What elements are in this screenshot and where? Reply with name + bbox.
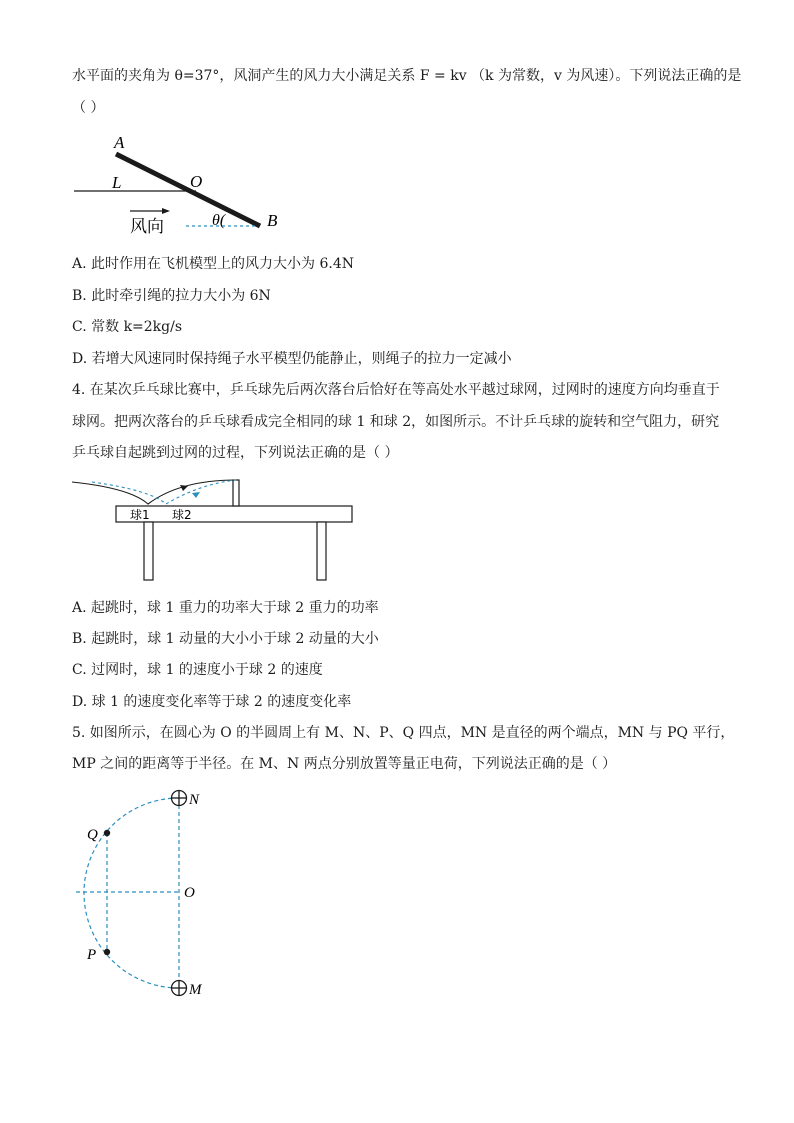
label-P: P — [87, 947, 97, 963]
label-B: B — [267, 211, 278, 230]
q3-option-c: C. 常数 k=2kg/s — [72, 319, 183, 335]
label-M: M — [189, 982, 202, 998]
net — [233, 480, 239, 506]
label-N: N — [189, 792, 200, 808]
charge-M — [172, 981, 187, 996]
ball2-arrowhead — [192, 492, 200, 498]
ball1-trajectory — [72, 480, 236, 504]
label-Q: Q — [87, 827, 98, 843]
semicircle-arc — [84, 798, 179, 988]
wind-arrowhead — [162, 208, 170, 214]
label-wind-direction: 风向 — [130, 217, 164, 237]
table-leg-right — [317, 522, 326, 580]
label-O: O — [190, 172, 203, 191]
q3-option-b: B. 此时牵引绳的拉力大小为 6N — [72, 288, 271, 304]
table-top — [116, 506, 352, 522]
label-ball1: 球1 — [130, 508, 150, 522]
q5-stem-line1: 5. 如图所示，在圆心为 O 的半圆周上有 M、N、P、Q 四点，MN 是直径的两个端点，MN 与 PQ 平行， — [72, 725, 735, 741]
q3-option-d: D. 若增大风速同时保持绳子水平模型仍能静止，则绳子的拉力一定减小 — [72, 351, 512, 367]
q4-stem-line1: 4. 在某次乒乓球比赛中，乒乓球先后两次落台后恰好在等高处水平越过球网，过网时的速度方向均垂直于 — [72, 382, 720, 398]
label-ball2: 球2 — [172, 508, 192, 522]
plane-model-plate — [116, 154, 260, 226]
q4-option-a: A. 起跳时，球 1 重力的功率大于球 2 重力的功率 — [72, 600, 379, 616]
charge-N — [172, 791, 187, 806]
q4-figure — [70, 474, 360, 586]
label-theta: θ( — [212, 212, 226, 229]
q4-stem-line2: 球网。把两次落台的乒乓球看成完全相同的球 1 和球 2，如图所示。不计乒乓球的旋转和空气阻力，研究 — [72, 414, 720, 430]
q3-option-a: A. 此时作用在飞机模型上的风力大小为 6.4N — [72, 256, 354, 272]
point-Q — [104, 830, 110, 836]
q3-figure — [70, 128, 290, 240]
q4-option-d: D. 球 1 的速度变化率等于球 2 的速度变化率 — [72, 694, 352, 710]
q4-stem-line3: 乒乓球自起跳到过网的过程，下列说法正确的是（ ） — [72, 445, 399, 461]
label-O: O — [184, 885, 195, 901]
label-A: A — [114, 133, 125, 152]
q3-intro-line1: 水平面的夹角为 θ=37°，风洞产生的风力大小满足关系 F = kv （k 为常数，v 为风速）。下列说法正确的是 — [72, 68, 742, 84]
ball2-trajectory — [92, 480, 236, 504]
table-leg-left — [144, 522, 153, 580]
point-P — [104, 949, 110, 955]
q4-option-b: B. 起跳时，球 1 动量的大小小于球 2 动量的大小 — [72, 631, 379, 647]
ball1-arrowhead — [180, 485, 188, 491]
q3-intro-line2: （ ） — [72, 100, 105, 116]
q5-stem-line2: MP 之间的距离等于半径。在 M、N 两点分别放置等量正电荷，下列说法正确的是（ ） — [72, 756, 617, 772]
q5-figure — [70, 784, 220, 1004]
q4-option-c: C. 过网时，球 1 的速度小于球 2 的速度 — [72, 662, 323, 678]
label-L: L — [112, 173, 122, 192]
